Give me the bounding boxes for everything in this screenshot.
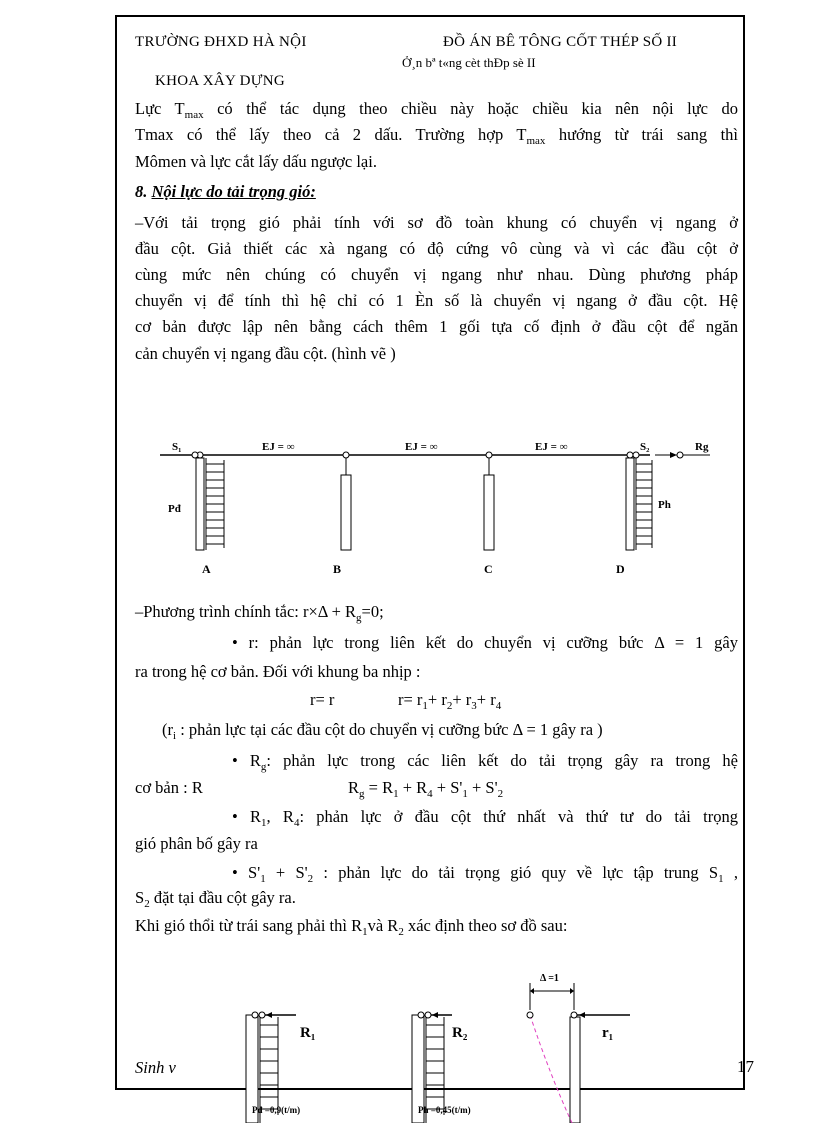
beam-label: EJ = ∞ xyxy=(405,441,438,453)
header-project: ĐỒ ÁN BÊ TÔNG CỐT THÉP SỐ II xyxy=(443,34,678,50)
bullet-s-line-2: $S_2$ đặt tại đầu cột gây ra. xyxy=(135,888,296,910)
s1-label: S₁ xyxy=(172,441,182,453)
bullet-r-line-1: • r: phản lực trong liên kết do chuyển vị cưỡng bức Δ = 1 gây xyxy=(232,633,738,652)
r-equation-right: $r= r_1+ r_2+ r_3+ r_4$ xyxy=(398,690,502,712)
footer-author: Sinh v xyxy=(135,1058,176,1077)
beam-label: EJ = ∞ xyxy=(262,441,295,453)
bullet-r14-line-1: • $R_1$, $R_4$: phản lực ở đầu cột thứ nhất và thứ tư do tải trọng xyxy=(232,807,738,829)
ph-label: Ph xyxy=(658,499,671,511)
bullet-r14-line-2: gió phân bố gây ra xyxy=(135,834,258,853)
bullet-r-line-2: ra trong hệ cơ bản. Đối với khung ba nhịp : xyxy=(135,662,421,681)
s2-label: S₂ xyxy=(640,441,650,453)
header-project-garbled: Ở¸n bª t«ng cèt thÐp sè II xyxy=(402,55,536,70)
section-8-line: đầu cột. Giả thiết các xà ngang có độ cứng vô cùng và vì các đầu cột ở xyxy=(135,239,738,258)
section-8-line: chuyển vị để tính thì hệ chỉ có 1 Èn số là chuyển vị ngang ở đầu cột. Hệ xyxy=(135,291,738,310)
load-pd-label: Pđ =0,9(t/m) xyxy=(252,1105,301,1115)
bullet-rg-line-2: cơ bản : R xyxy=(135,778,203,797)
frame-diagram xyxy=(150,430,730,580)
section-8-title: 8. Nội lực do tải trọng gió: xyxy=(135,182,316,201)
column-c-label: C xyxy=(484,562,493,576)
header-school: TRƯỜNG ĐHXD HÀ NỘI xyxy=(135,34,307,50)
column-b-label: B xyxy=(333,562,342,576)
bullet-rg-line-1: • $R_g$: phản lực trong các liên kết do tải trọng gây ra trong hệ xyxy=(232,751,738,773)
delta-label: Δ =1 xyxy=(540,973,559,984)
column-a-label: A xyxy=(202,562,211,576)
section-8-line: cơ bản được lập nên bằng cách thêm 1 gối tựa cố định ở đầu cột để ngăn xyxy=(135,317,738,336)
header-faculty: KHOA XÂY DỰNG xyxy=(155,73,285,89)
page-number: 17 xyxy=(737,1057,754,1076)
section-8-line: –Với tải trọng gió phải tính với sơ đồ toàn khung có chuyển vị ngang ở xyxy=(135,213,738,232)
r1-label: R₁ xyxy=(300,1025,316,1041)
r-right-label: r₁ xyxy=(602,1025,614,1041)
rg-equation: $R_g = R_1 + R_4 + S'_1 + S'_2$ xyxy=(348,778,504,800)
intro-line-3: Mômen và lực cắt lấy dấu ngược lại. xyxy=(135,152,377,171)
rg-label: Rg xyxy=(695,441,709,453)
canonical-equation: –Phương trình chính tắc: $r\times\Delta + R_g=0$; xyxy=(135,602,384,624)
section-8-line: cùng mức nên chúng có chuyển vị ngang như nhau. Dùng phương pháp xyxy=(135,265,738,284)
r-equation-left: r= r xyxy=(310,690,335,709)
r2-label: R₂ xyxy=(452,1025,468,1041)
reaction-diagram xyxy=(230,965,650,1123)
beam-label: EJ = ∞ xyxy=(535,441,568,453)
bullet-s-line-1: • $S'_1 + S'_2$ : phản lực do tải trọng gió quy về lực tập trung $S_1$ , xyxy=(232,863,738,885)
column-d-label: D xyxy=(616,562,625,576)
ri-note: ($r_i$ : phản lực tại các đầu cột do chuyển vị cưỡng bức Δ = 1 gây ra ) xyxy=(162,720,603,742)
pd-label: Pđ xyxy=(168,503,181,515)
wind-direction-line: Khi gió thổi từ trái sang phải thì $R_1và$ $R_2$ xác định theo sơ đồ sau: xyxy=(135,916,568,938)
intro-line-2: Tmax có thể lấy theo cả 2 dấu. Trường hợp $T_{max}$ hướng từ trái sang thì xyxy=(135,125,738,147)
load-ph-label: Ph =0,45(t/m) xyxy=(418,1105,471,1115)
section-8-line: cản chuyển vị ngang đầu cột. (hình vẽ ) xyxy=(135,344,396,363)
intro-line-1: Lực $T_{max}$ có thể tác dụng theo chiều này hoặc chiều kia nên nội lực do xyxy=(135,99,738,121)
